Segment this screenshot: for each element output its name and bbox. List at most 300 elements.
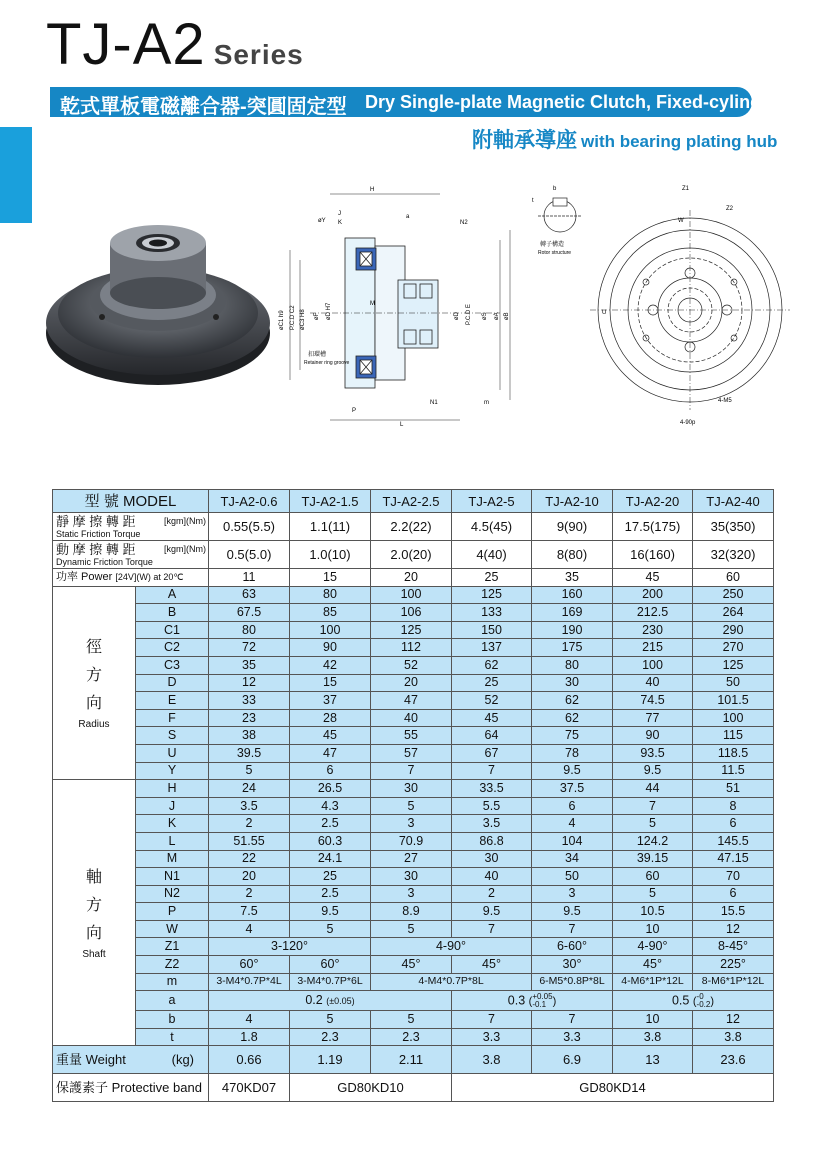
table-row (53, 744, 774, 762)
table-cell: 45° (371, 956, 452, 974)
static-torque-row (53, 513, 774, 541)
table-cell: 6-60° (532, 938, 613, 956)
dynamic-torque-unit: [kgm](Nm) (164, 544, 206, 554)
table-cell: 44 (613, 780, 693, 798)
table-cell: 3.3 (532, 1028, 613, 1046)
label-z4: 4-90p (680, 420, 696, 426)
table-cell: 2 (452, 885, 532, 903)
table-cell: 27 (371, 850, 452, 868)
table-cell: 67.5 (209, 604, 290, 622)
table-cell: 2.0(20) (371, 541, 452, 569)
table-cell: 7 (532, 920, 613, 938)
table-row (53, 973, 774, 991)
specification-table (52, 489, 774, 1102)
table-cell: 124.2 (613, 832, 693, 850)
shaft-section (53, 780, 774, 1046)
tolerance-lower: -0.2 (696, 999, 711, 1009)
table-cell: 4.5(45) (452, 513, 532, 541)
table-cell: 250 (693, 586, 774, 604)
label-y: øY (318, 218, 326, 224)
table-row (53, 885, 774, 903)
label-m-small: m (484, 400, 489, 406)
table-cell: 7 (452, 920, 532, 938)
series-word: Series (213, 39, 304, 70)
table-cell: 17.5(175) (613, 513, 693, 541)
table-cell: 5 (290, 1011, 371, 1029)
shaft-group-zh: 方 (85, 896, 102, 914)
table-cell: 0.5(5.0) (209, 541, 290, 569)
table-row (53, 656, 774, 674)
table-cell: 35(350) (693, 513, 774, 541)
table-cell: 22 (209, 850, 290, 868)
table-row (53, 903, 774, 921)
table-cell: 16(160) (613, 541, 693, 569)
table-cell: 8 (693, 797, 774, 815)
table-cell: 13 (613, 1046, 693, 1074)
table-cell: 70.9 (371, 832, 452, 850)
table-cell: 290 (693, 621, 774, 639)
shaft-group-zh: 軸 (85, 868, 102, 886)
label-w: W (678, 218, 684, 224)
shaft-group-zh: 向 (85, 924, 102, 942)
table-cell: 52 (371, 656, 452, 674)
model-name: TJ-A2-10 (532, 490, 613, 513)
table-cell: 1.19 (290, 1046, 371, 1074)
table-cell: 26.5 (290, 780, 371, 798)
table-cell: 64 (452, 727, 532, 745)
label-a: a (406, 214, 410, 220)
table-cell: 93.5 (613, 744, 693, 762)
table-cell: 3.5 (452, 815, 532, 833)
model-label: 型 號 MODEL (53, 490, 209, 513)
label-u: U (602, 310, 607, 316)
table-cell: 60° (209, 956, 290, 974)
label-f: øF (314, 312, 320, 320)
table-cell: 62 (452, 656, 532, 674)
dimension-key: S (136, 727, 209, 745)
table-cell: 100 (290, 621, 371, 639)
dimension-key: W (136, 920, 209, 938)
dimension-key: E (136, 692, 209, 710)
table-cell: 30 (452, 850, 532, 868)
label-n2: N2 (460, 220, 468, 226)
table-cell: 4 (209, 920, 290, 938)
table-cell: 45 (452, 709, 532, 727)
table-cell: 70 (693, 868, 774, 886)
table-cell: 8(80) (532, 541, 613, 569)
subtitle-english: with bearing plating hub (581, 132, 778, 151)
table-cell: 10 (613, 1011, 693, 1029)
table-cell: 5 (371, 1011, 452, 1029)
table-cell: 8-M6*1P*12L (693, 973, 774, 991)
dimension-key: b (136, 1011, 209, 1029)
radius-group-zh: 方 (85, 666, 102, 684)
table-cell: 106 (371, 604, 452, 622)
side-tab-marker (0, 127, 32, 223)
table-cell: 212.5 (613, 604, 693, 622)
label-e: P.C.D E (466, 304, 472, 325)
table-cell: 51 (693, 780, 774, 798)
table-cell: 72 (209, 639, 290, 657)
table-cell: 470KD07 (209, 1074, 290, 1102)
table-cell: 35 (532, 569, 613, 587)
table-cell: 3-120° (209, 938, 371, 956)
table-row (53, 920, 774, 938)
table-cell: 62 (532, 709, 613, 727)
label-t-small: t (532, 198, 534, 204)
dimension-key: N2 (136, 885, 209, 903)
radius-group-zh: 徑 (85, 638, 102, 656)
table-row (53, 1011, 774, 1029)
table-cell: 38 (209, 727, 290, 745)
dimension-key: M (136, 850, 209, 868)
table-cell: 100 (693, 709, 774, 727)
table-cell: 225° (693, 956, 774, 974)
tolerance-cell (613, 991, 774, 1011)
table-row (53, 780, 774, 798)
table-cell: 2 (209, 885, 290, 903)
table-row (53, 639, 774, 657)
model-name: TJ-A2-20 (613, 490, 693, 513)
table-cell: 37.5 (532, 780, 613, 798)
protective-band-row (53, 1074, 774, 1102)
table-cell: 51.55 (209, 832, 290, 850)
table-cell: 0.55(5.5) (209, 513, 290, 541)
power-label (53, 569, 209, 587)
table-cell: 60 (613, 868, 693, 886)
table-cell: 6-M5*0.8P*8L (532, 973, 613, 991)
table-cell: 4(40) (452, 541, 532, 569)
label-rotor-zh: 轉子構造 (540, 242, 565, 248)
table-cell: 270 (693, 639, 774, 657)
table-cell: 4 (532, 815, 613, 833)
label-j: J (338, 211, 341, 217)
table-row (53, 674, 774, 692)
table-cell: 3-M4*0.7P*6L (290, 973, 371, 991)
table-row (53, 815, 774, 833)
table-row (53, 604, 774, 622)
table-cell: 45 (290, 727, 371, 745)
tolerance-paren: ) (710, 994, 714, 1007)
table-cell: 55 (371, 727, 452, 745)
table-cell: 30 (371, 868, 452, 886)
table-cell: 23.6 (693, 1046, 774, 1074)
static-torque-unit: [kgm](Nm) (164, 516, 206, 526)
table-cell: 39.15 (613, 850, 693, 868)
table-cell: 12 (693, 920, 774, 938)
table-cell: 10.5 (613, 903, 693, 921)
dimension-drawing (270, 180, 790, 430)
table-cell: 33 (209, 692, 290, 710)
table-cell: 100 (371, 586, 452, 604)
model-name: TJ-A2-40 (693, 490, 774, 513)
table-cell: 4-M4*0.7P*8L (371, 973, 532, 991)
table-cell: 100 (613, 656, 693, 674)
dimension-key: C3 (136, 656, 209, 674)
tolerance-value: 0.2 (305, 992, 323, 1007)
table-cell: 40 (452, 868, 532, 886)
power-row (53, 569, 774, 587)
table-cell: 9(90) (532, 513, 613, 541)
table-cell: 9.5 (532, 903, 613, 921)
static-torque-en: Static Friction Torque (56, 529, 141, 539)
table-cell: 20 (371, 569, 452, 587)
label-l: L (400, 422, 404, 428)
dimension-key: H (136, 780, 209, 798)
table-cell: 112 (371, 639, 452, 657)
table-cell: 20 (371, 674, 452, 692)
table-cell: 115 (693, 727, 774, 745)
label-dh7: øD H7 (326, 302, 332, 320)
front-view (590, 210, 790, 410)
table-cell: 9.5 (532, 762, 613, 780)
table-cell: 45° (452, 956, 532, 974)
model-name: TJ-A2-5 (452, 490, 532, 513)
table-cell: 2.11 (371, 1046, 452, 1074)
table-cell: 7 (371, 762, 452, 780)
table-cell: 30 (371, 780, 452, 798)
table-cell: 85 (290, 604, 371, 622)
label-b-dia: øB (504, 312, 510, 320)
table-cell: 25 (290, 868, 371, 886)
table-cell: 0.66 (209, 1046, 290, 1074)
table-row (53, 832, 774, 850)
table-cell: GD80KD14 (452, 1074, 774, 1102)
tolerance-lower: -0.1 (532, 999, 547, 1009)
model-name: TJ-A2-0.6 (209, 490, 290, 513)
table-cell: 11.5 (693, 762, 774, 780)
label-n1: N1 (430, 400, 438, 406)
model-name: TJ-A2-2.5 (371, 490, 452, 513)
table-cell: 215 (613, 639, 693, 657)
table-cell: 52 (452, 692, 532, 710)
table-cell: 7 (532, 1011, 613, 1029)
table-cell: 3 (371, 815, 452, 833)
tolerance-upper: -0 (696, 991, 704, 1001)
table-cell: 47 (290, 744, 371, 762)
table-cell: 9.5 (613, 762, 693, 780)
dynamic-torque-zh: 動 摩 擦 轉 距 (56, 542, 136, 557)
band-label: 保護素子 Protective band (53, 1074, 209, 1102)
cross-section-view (290, 194, 510, 420)
tolerance-paren: ) (552, 994, 557, 1007)
table-cell: 15.5 (693, 903, 774, 921)
table-cell: 137 (452, 639, 532, 657)
table-cell: 57 (371, 744, 452, 762)
label-z1: Z1 (682, 186, 690, 192)
table-cell: 2.5 (290, 815, 371, 833)
table-cell: 4-90° (613, 938, 693, 956)
weight-unit: (kg) (171, 1052, 194, 1068)
shaft-group-en: Shaft (82, 948, 106, 960)
table-cell: 3.8 (693, 1028, 774, 1046)
dimension-key: U (136, 744, 209, 762)
subtitle (472, 124, 777, 154)
table-cell: 9.5 (452, 903, 532, 921)
dimension-key: J (136, 797, 209, 815)
table-cell: 34 (532, 850, 613, 868)
subtitle-chinese: 附軸承導座 (472, 129, 577, 152)
static-torque-label (53, 513, 209, 541)
dimension-key: L (136, 832, 209, 850)
table-cell: 3.8 (452, 1046, 532, 1074)
table-row (53, 727, 774, 745)
table-cell: 23 (209, 709, 290, 727)
table-cell: 5.5 (452, 797, 532, 815)
table-cell: 60° (290, 956, 371, 974)
table-cell: 264 (693, 604, 774, 622)
table-cell: 3.3 (452, 1028, 532, 1046)
table-cell: 80 (290, 586, 371, 604)
table-cell: 7 (452, 1011, 532, 1029)
table-cell: 15 (290, 674, 371, 692)
table-cell: 50 (693, 674, 774, 692)
table-cell: 50 (532, 868, 613, 886)
dimension-key: A (136, 586, 209, 604)
table-cell: 78 (532, 744, 613, 762)
table-cell: 30 (532, 674, 613, 692)
label-rotor-en: Rotor structure (538, 250, 572, 256)
label-k: K (338, 220, 343, 226)
tolerance-range: (±0.05) (326, 995, 355, 1006)
table-row (53, 586, 774, 604)
table-cell: 40 (613, 674, 693, 692)
table-cell: 37 (290, 692, 371, 710)
table-cell: 6 (693, 815, 774, 833)
label-c1: øC1 h9 (279, 310, 285, 330)
table-row (53, 956, 774, 974)
table-cell: 4-M6*1P*12L (613, 973, 693, 991)
label-p: P (352, 408, 357, 414)
table-cell: 2.5 (290, 885, 371, 903)
table-cell: 2 (209, 815, 290, 833)
table-cell: 3 (371, 885, 452, 903)
table-cell: 200 (613, 586, 693, 604)
model-name: TJ-A2-1.5 (290, 490, 371, 513)
weight-label (53, 1046, 209, 1074)
table-cell: 104 (532, 832, 613, 850)
label-z2: Z2 (726, 206, 734, 212)
table-cell: 169 (532, 604, 613, 622)
tolerance-value: 0.5 (671, 992, 690, 1007)
radius-group-en: Radius (78, 718, 110, 730)
dimension-key: B (136, 604, 209, 622)
tolerance-cell (209, 991, 452, 1011)
table-cell: 35 (209, 656, 290, 674)
table-cell: 60 (693, 569, 774, 587)
table-cell: 3.8 (613, 1028, 693, 1046)
dimension-key: F (136, 709, 209, 727)
table-cell: GD80KD10 (290, 1074, 452, 1102)
table-row (53, 709, 774, 727)
static-torque-zh: 靜 摩 擦 轉 距 (56, 514, 136, 529)
table-cell: 5 (613, 885, 693, 903)
table-row (53, 692, 774, 710)
shaft-group-label (53, 780, 136, 1046)
model-header-row (53, 490, 774, 513)
label-c2: P.C.D C2 (290, 305, 296, 330)
table-cell: 90 (613, 727, 693, 745)
table-cell: 1.1(11) (290, 513, 371, 541)
label-s: øS (482, 312, 488, 320)
clutch-product-photo (40, 215, 275, 390)
table-cell: 101.5 (693, 692, 774, 710)
power-label-text: 功率 Power (56, 570, 113, 583)
radius-group-zh: 向 (85, 694, 102, 712)
radius-group-label (53, 586, 136, 780)
page-title (46, 12, 304, 77)
table-cell: 2.3 (371, 1028, 452, 1046)
table-cell: 7.5 (209, 903, 290, 921)
table-cell: 60.3 (290, 832, 371, 850)
table-cell: 160 (532, 586, 613, 604)
table-cell: 5 (613, 815, 693, 833)
table-cell: 62 (532, 692, 613, 710)
table-cell: 2.2(22) (371, 513, 452, 541)
tolerance-stack (697, 993, 711, 1009)
table-cell: 1.8 (209, 1028, 290, 1046)
tolerance-value: 0.3 (507, 992, 526, 1007)
dimension-key: N1 (136, 868, 209, 886)
label-d: øD (454, 312, 460, 320)
table-cell: 15 (290, 569, 371, 587)
table-cell: 25 (452, 674, 532, 692)
table-cell: 10 (613, 920, 693, 938)
dimension-key: Z1 (136, 938, 209, 956)
table-row (53, 991, 774, 1011)
table-cell: 30° (532, 956, 613, 974)
tolerance-paren: ( (692, 994, 697, 1007)
dimension-key: K (136, 815, 209, 833)
label-b-small: b (553, 186, 557, 192)
dimension-key: m (136, 973, 209, 991)
table-cell: 6 (693, 885, 774, 903)
model-series-title: TJ-A2 (46, 12, 206, 77)
table-row (53, 868, 774, 886)
dimension-key: C1 (136, 621, 209, 639)
table-cell: 47 (371, 692, 452, 710)
table-cell: 4 (209, 1011, 290, 1029)
table-cell: 4-90° (371, 938, 532, 956)
tolerance-stack (532, 993, 552, 1009)
rotor-key-detail (538, 198, 582, 232)
tolerance-upper: +0.05 (532, 991, 553, 1001)
dynamic-torque-label (53, 541, 209, 569)
table-cell: 5 (209, 762, 290, 780)
table-cell: 80 (532, 656, 613, 674)
table-cell: 42 (290, 656, 371, 674)
dimension-key: C2 (136, 639, 209, 657)
dimension-key: Z2 (136, 956, 209, 974)
dimension-key: Y (136, 762, 209, 780)
banner-chinese: 乾式單板電磁離合器-突圓固定型 (60, 96, 347, 118)
table-row (53, 621, 774, 639)
dimension-key: P (136, 903, 209, 921)
table-cell: 45 (613, 569, 693, 587)
table-cell: 80 (209, 621, 290, 639)
table-cell: 3.5 (209, 797, 290, 815)
table-cell: 40 (371, 709, 452, 727)
table-cell: 75 (532, 727, 613, 745)
weight-row (53, 1046, 774, 1074)
label-c3: øC3 H8 (300, 309, 306, 330)
table-cell: 32(320) (693, 541, 774, 569)
table-cell: 5 (371, 920, 452, 938)
label-z5: 4-M5 (718, 398, 732, 404)
power-unit: [24V](W) at 20℃ (115, 571, 184, 582)
label-m: M (370, 301, 375, 307)
table-cell: 150 (452, 621, 532, 639)
